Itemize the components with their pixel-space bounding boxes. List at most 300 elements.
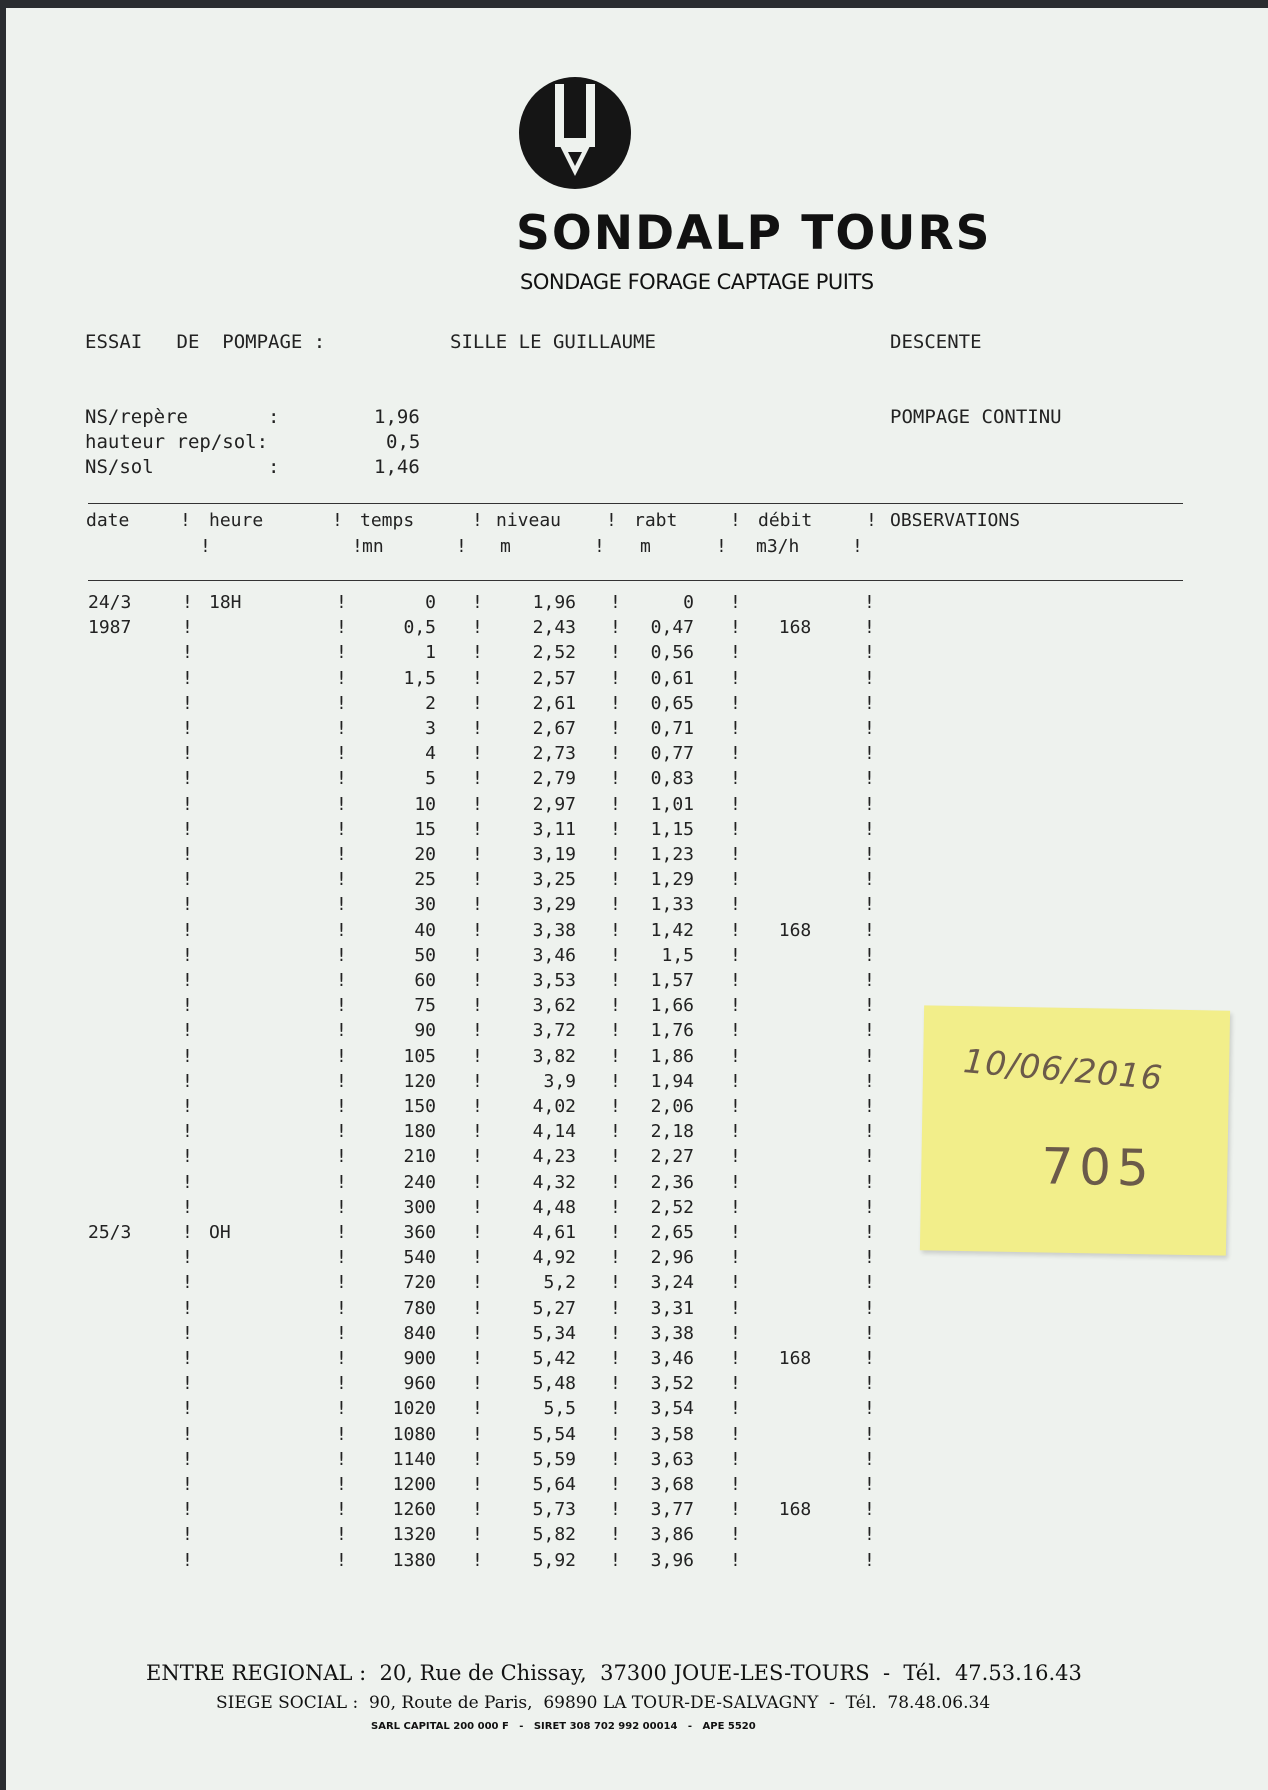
cell-temps: 50 [414, 944, 436, 966]
column-separator: ! [730, 1171, 741, 1193]
column-separator: ! [730, 1322, 741, 1344]
table-row [6, 794, 906, 819]
table-row [6, 819, 906, 844]
column-separator: ! [610, 818, 621, 840]
column-separator: ! [182, 743, 193, 765]
column-separator: ! [472, 1272, 483, 1294]
column-separator: ! [182, 1474, 193, 1495]
col-sep: ! [730, 510, 741, 531]
cell-temps: 300 [403, 1196, 436, 1218]
cell-rabt: 3,63 [650, 1448, 694, 1470]
column-separator: ! [336, 667, 347, 689]
column-separator: ! [336, 1524, 347, 1546]
column-separator: ! [472, 1070, 483, 1092]
table-row [6, 1172, 906, 1197]
site-name: SILLE LE GUILLAUME [450, 331, 656, 353]
column-separator: ! [864, 1196, 875, 1218]
column-separator: ! [336, 1121, 347, 1143]
column-separator: ! [182, 1196, 193, 1218]
table-row [6, 1499, 906, 1524]
column-separator: ! [864, 818, 875, 840]
cell-niveau: 5,59 [532, 1448, 576, 1470]
cell-temps: 1080 [392, 1423, 436, 1445]
col-observations: OBSERVATIONS [890, 510, 1021, 531]
col-sep: ! [200, 536, 211, 557]
cell-niveau: 3,11 [532, 818, 576, 840]
table-row [6, 1197, 906, 1222]
cell-temps: 90 [414, 1020, 436, 1042]
cell-temps: 1 [425, 642, 436, 664]
cell-niveau: 3,38 [532, 919, 576, 941]
cell-rabt: 2,52 [650, 1196, 694, 1218]
cell-niveau: 5,2 [543, 1272, 576, 1294]
column-separator: ! [610, 1499, 621, 1521]
column-separator: ! [610, 894, 621, 916]
column-separator: ! [864, 718, 875, 739]
cell-rabt: 1,42 [650, 919, 694, 941]
table-row [6, 1046, 906, 1071]
column-separator: ! [610, 1373, 621, 1395]
cell-rabt: 1,94 [650, 1070, 694, 1092]
table-row [6, 894, 906, 919]
table-row [6, 970, 906, 995]
sticky-note-date: 10/06/2016 [961, 1041, 1165, 1098]
column-separator: ! [610, 1448, 621, 1470]
column-separator: ! [610, 944, 621, 966]
column-separator: ! [730, 1448, 741, 1470]
cell-date: 25/3 [88, 1222, 132, 1243]
cell-debit: 168 [778, 1348, 812, 1369]
cell-date: 1987 [88, 617, 132, 639]
column-separator: ! [182, 1297, 193, 1319]
column-separator: ! [730, 1398, 741, 1420]
column-separator: ! [182, 1146, 193, 1168]
col-heure: heure [209, 510, 264, 531]
col-rabt: rabt [634, 510, 678, 531]
column-separator: ! [336, 793, 347, 815]
cell-temps: 780 [403, 1297, 436, 1319]
column-separator: ! [472, 1423, 483, 1445]
hauteur-label: hauteur rep/sol: [85, 431, 269, 453]
col-sep: ! [472, 510, 483, 531]
cell-rabt: 1,29 [650, 869, 694, 891]
cell-niveau: 2,61 [532, 692, 576, 714]
column-separator: ! [864, 1524, 875, 1546]
table-row [6, 844, 906, 869]
cell-rabt: 0,77 [650, 743, 694, 765]
unit-niveau: m [500, 536, 511, 557]
table-row [6, 642, 906, 667]
table-row [6, 1247, 906, 1272]
column-separator: ! [472, 743, 483, 765]
table-row [6, 1474, 906, 1499]
column-separator: ! [182, 1045, 193, 1067]
column-separator: ! [472, 995, 483, 1017]
col-sep: ! [716, 536, 727, 557]
table-row [6, 768, 906, 793]
table-row [6, 1524, 906, 1549]
cell-rabt: 3,31 [650, 1297, 694, 1319]
column-separator: ! [730, 1423, 741, 1445]
footer-legal: SARL CAPITAL 200 000 F - SIRET 308 702 992 00014 - APE 5520 [371, 1721, 756, 1732]
cell-niveau: 5,48 [532, 1373, 576, 1395]
cell-niveau: 2,97 [532, 793, 576, 815]
column-separator: ! [864, 1020, 875, 1042]
cell-niveau: 3,53 [532, 970, 576, 991]
column-separator: ! [182, 1448, 193, 1470]
column-separator: ! [864, 1222, 875, 1243]
column-separator: ! [182, 1020, 193, 1042]
column-separator: ! [336, 1045, 347, 1067]
column-separator: ! [730, 844, 741, 865]
column-separator: ! [182, 818, 193, 840]
column-separator: ! [182, 793, 193, 815]
column-separator: ! [336, 944, 347, 966]
column-separator: ! [730, 692, 741, 714]
column-separator: ! [472, 718, 483, 739]
cell-rabt: 1,76 [650, 1020, 694, 1042]
column-separator: ! [472, 1146, 483, 1168]
col-sep: ! [852, 536, 863, 557]
table-row [6, 995, 906, 1020]
column-separator: ! [730, 1373, 741, 1395]
unit-rabt: m [640, 536, 651, 557]
column-separator: ! [336, 1096, 347, 1117]
column-separator: ! [336, 743, 347, 765]
cell-rabt: 2,06 [650, 1096, 694, 1117]
cell-rabt: 3,96 [650, 1549, 694, 1571]
column-separator: ! [182, 944, 193, 966]
column-separator: ! [730, 793, 741, 815]
cell-rabt: 1,01 [650, 793, 694, 815]
cell-niveau: 5,54 [532, 1423, 576, 1445]
column-separator: ! [864, 1322, 875, 1344]
column-separator: ! [864, 642, 875, 664]
cell-niveau: 5,64 [532, 1474, 576, 1495]
column-separator: ! [336, 1297, 347, 1319]
column-separator: ! [610, 1045, 621, 1067]
column-separator: ! [472, 642, 483, 664]
cell-niveau: 1,96 [532, 592, 576, 613]
column-separator: ! [336, 1020, 347, 1042]
cell-temps: 2 [425, 692, 436, 714]
column-separator: ! [336, 1171, 347, 1193]
col-sep: ! [594, 536, 605, 557]
cell-niveau: 4,92 [532, 1247, 576, 1269]
column-separator: ! [864, 995, 875, 1017]
column-separator: ! [610, 970, 621, 991]
cell-temps: 180 [403, 1121, 436, 1143]
sticky-note-number: 705 [1040, 1137, 1156, 1198]
cell-niveau: 2,79 [532, 768, 576, 790]
cell-niveau: 4,48 [532, 1196, 576, 1218]
column-separator: ! [864, 1070, 875, 1092]
cell-rabt: 0,65 [650, 692, 694, 714]
ns-repere-label: NS/repère : [85, 406, 280, 428]
sondalp-logo-icon [518, 76, 632, 190]
column-separator: ! [864, 1297, 875, 1319]
column-separator: ! [472, 894, 483, 916]
cell-niveau: 3,9 [543, 1070, 576, 1092]
cell-temps: 5 [425, 768, 436, 790]
column-separator: ! [182, 1373, 193, 1395]
column-separator: ! [864, 1423, 875, 1445]
col-sep: ! [180, 510, 191, 531]
cell-rabt: 3,24 [650, 1272, 694, 1294]
cell-rabt: 3,52 [650, 1373, 694, 1395]
column-separator: ! [336, 1272, 347, 1294]
table-row [6, 1020, 906, 1045]
cell-temps: 0,5 [403, 617, 436, 639]
column-separator: ! [336, 1196, 347, 1218]
column-separator: ! [610, 667, 621, 689]
column-separator: ! [730, 894, 741, 916]
column-separator: ! [182, 1272, 193, 1294]
column-separator: ! [182, 1423, 193, 1445]
column-separator: ! [472, 818, 483, 840]
column-separator: ! [182, 592, 193, 613]
column-separator: ! [730, 1196, 741, 1218]
column-separator: ! [182, 1171, 193, 1193]
column-separator: ! [336, 617, 347, 639]
cell-niveau: 4,02 [532, 1096, 576, 1117]
column-separator: ! [864, 667, 875, 689]
cell-temps: 1260 [392, 1499, 436, 1521]
column-separator: ! [472, 793, 483, 815]
cell-rabt: 3,38 [650, 1322, 694, 1344]
column-separator: ! [182, 1247, 193, 1269]
column-separator: ! [336, 844, 347, 865]
column-separator: ! [472, 919, 483, 941]
column-separator: ! [610, 1524, 621, 1546]
column-separator: ! [472, 1247, 483, 1269]
column-separator: ! [864, 1398, 875, 1420]
column-separator: ! [864, 1171, 875, 1193]
cell-niveau: 3,25 [532, 869, 576, 891]
cell-temps: 360 [403, 1222, 436, 1243]
column-separator: ! [610, 995, 621, 1017]
column-separator: ! [610, 768, 621, 790]
table-top-rule [88, 503, 1183, 504]
table-row [6, 1096, 906, 1121]
table-row [6, 693, 906, 718]
col-date: date [86, 510, 130, 531]
column-separator: ! [730, 1146, 741, 1168]
column-separator: ! [472, 844, 483, 865]
cell-niveau: 2,43 [532, 617, 576, 639]
column-separator: ! [336, 1247, 347, 1269]
column-separator: ! [730, 1070, 741, 1092]
column-separator: ! [730, 1549, 741, 1571]
column-separator: ! [336, 894, 347, 916]
column-separator: ! [472, 667, 483, 689]
column-separator: ! [182, 667, 193, 689]
column-separator: ! [730, 995, 741, 1017]
table-row [6, 1348, 906, 1373]
column-separator: ! [472, 1549, 483, 1571]
column-separator: ! [864, 592, 875, 613]
column-separator: ! [730, 617, 741, 639]
column-separator: ! [864, 970, 875, 991]
column-separator: ! [472, 1373, 483, 1395]
column-separator: ! [610, 844, 621, 865]
column-separator: ! [730, 1297, 741, 1319]
column-separator: ! [336, 1373, 347, 1395]
column-separator: ! [336, 919, 347, 941]
cell-niveau: 4,23 [532, 1146, 576, 1168]
column-separator: ! [864, 1146, 875, 1168]
cell-temps: 1140 [392, 1448, 436, 1470]
table-row [6, 743, 906, 768]
cell-temps: 10 [414, 793, 436, 815]
column-separator: ! [730, 1121, 741, 1143]
column-separator: ! [730, 1272, 741, 1294]
column-separator: ! [610, 1070, 621, 1092]
table-row [6, 1550, 906, 1575]
cell-rabt: 3,46 [650, 1348, 694, 1369]
column-separator: ! [864, 1448, 875, 1470]
column-separator: ! [610, 1348, 621, 1369]
cell-temps: 210 [403, 1146, 436, 1168]
column-separator: ! [610, 1297, 621, 1319]
column-separator: ! [610, 1171, 621, 1193]
column-separator: ! [610, 1398, 621, 1420]
cell-niveau: 3,82 [532, 1045, 576, 1067]
column-separator: ! [730, 944, 741, 966]
cell-rabt: 3,77 [650, 1499, 694, 1521]
column-separator: ! [864, 844, 875, 865]
cell-rabt: 1,5 [661, 944, 694, 966]
column-separator: ! [182, 718, 193, 739]
column-separator: ! [610, 1549, 621, 1571]
cell-temps: 150 [403, 1096, 436, 1117]
hauteur-value: 0,5 [386, 431, 421, 453]
column-separator: ! [336, 768, 347, 790]
column-separator: ! [730, 718, 741, 739]
cell-temps: 120 [403, 1070, 436, 1092]
column-separator: ! [610, 718, 621, 739]
ns-sol-value: 1,46 [374, 456, 420, 478]
column-separator: ! [336, 1348, 347, 1369]
column-separator: ! [182, 1524, 193, 1546]
cell-rabt: 0,56 [650, 642, 694, 664]
column-separator: ! [610, 592, 621, 613]
column-separator: ! [864, 692, 875, 714]
column-separator: ! [336, 1499, 347, 1521]
test-title: ESSAI DE POMPAGE : [85, 331, 326, 353]
column-separator: ! [182, 919, 193, 941]
column-separator: ! [610, 1196, 621, 1218]
cell-temps: 720 [403, 1272, 436, 1294]
sticky-note [920, 1005, 1230, 1255]
table-row [6, 920, 906, 945]
column-separator: ! [336, 1448, 347, 1470]
ns-repere-value: 1,96 [374, 406, 420, 428]
column-separator: ! [610, 869, 621, 891]
cell-niveau: 3,19 [532, 844, 576, 865]
column-separator: ! [336, 1146, 347, 1168]
column-separator: ! [182, 1348, 193, 1369]
column-separator: ! [472, 768, 483, 790]
table-row [6, 617, 906, 642]
column-separator: ! [182, 642, 193, 664]
column-separator: ! [336, 1398, 347, 1420]
column-separator: ! [182, 894, 193, 916]
cell-rabt: 0 [683, 592, 694, 613]
column-separator: ! [864, 1348, 875, 1369]
column-separator: ! [472, 1524, 483, 1546]
cell-niveau: 4,61 [532, 1222, 576, 1243]
column-separator: ! [472, 970, 483, 991]
column-separator: ! [864, 1247, 875, 1269]
cell-rabt: 0,71 [650, 718, 694, 739]
column-separator: ! [472, 869, 483, 891]
cell-temps: 60 [414, 970, 436, 991]
cell-rabt: 2,18 [650, 1121, 694, 1143]
column-separator: ! [336, 1423, 347, 1445]
column-separator: ! [336, 1070, 347, 1092]
cell-niveau: 4,32 [532, 1171, 576, 1193]
cell-niveau: 3,62 [532, 995, 576, 1017]
column-separator: ! [182, 1070, 193, 1092]
table-row [6, 1373, 906, 1398]
column-separator: ! [864, 1474, 875, 1495]
cell-niveau: 5,82 [532, 1524, 576, 1546]
column-separator: ! [472, 1096, 483, 1117]
cell-rabt: 1,57 [650, 970, 694, 991]
column-separator: ! [864, 617, 875, 639]
footer-head-office: SIEGE SOCIAL : 90, Route de Paris, 69890 LA TOUR-DE-SALVAGNY - Tél. 78.48.06.34 [216, 1693, 991, 1713]
cell-temps: 25 [414, 869, 436, 891]
column-separator: ! [472, 1045, 483, 1067]
column-separator: ! [182, 1096, 193, 1117]
column-separator: ! [472, 944, 483, 966]
column-separator: ! [730, 592, 741, 613]
unit-temps: mn [362, 536, 384, 557]
column-separator: ! [730, 970, 741, 991]
column-separator: ! [864, 869, 875, 891]
cell-niveau: 2,73 [532, 743, 576, 765]
column-separator: ! [610, 1222, 621, 1243]
column-separator: ! [730, 1499, 741, 1521]
column-separator: ! [730, 1247, 741, 1269]
column-separator: ! [864, 1121, 875, 1143]
column-separator: ! [610, 743, 621, 765]
cell-temps: 40 [414, 919, 436, 941]
cell-temps: 1,5 [403, 667, 436, 689]
cell-rabt: 2,27 [650, 1146, 694, 1168]
column-separator: ! [864, 1096, 875, 1117]
col-debit: débit [758, 510, 813, 531]
column-separator: ! [472, 1398, 483, 1420]
column-separator: ! [610, 1146, 621, 1168]
column-separator: ! [182, 970, 193, 991]
column-separator: ! [730, 1348, 741, 1369]
column-separator: ! [610, 692, 621, 714]
column-separator: ! [336, 718, 347, 739]
col-niveau: niveau [496, 510, 562, 531]
cell-temps: 540 [403, 1247, 436, 1269]
column-separator: ! [472, 1297, 483, 1319]
cell-debit: 168 [778, 617, 812, 639]
column-separator: ! [472, 617, 483, 639]
unit-debit: m3/h [756, 536, 800, 557]
column-separator: ! [864, 944, 875, 966]
pumping-mode: POMPAGE CONTINU [890, 406, 1062, 428]
company-name: SONDALP TOURS [516, 206, 992, 261]
column-separator: ! [610, 1272, 621, 1294]
cell-temps: 0 [425, 592, 436, 613]
